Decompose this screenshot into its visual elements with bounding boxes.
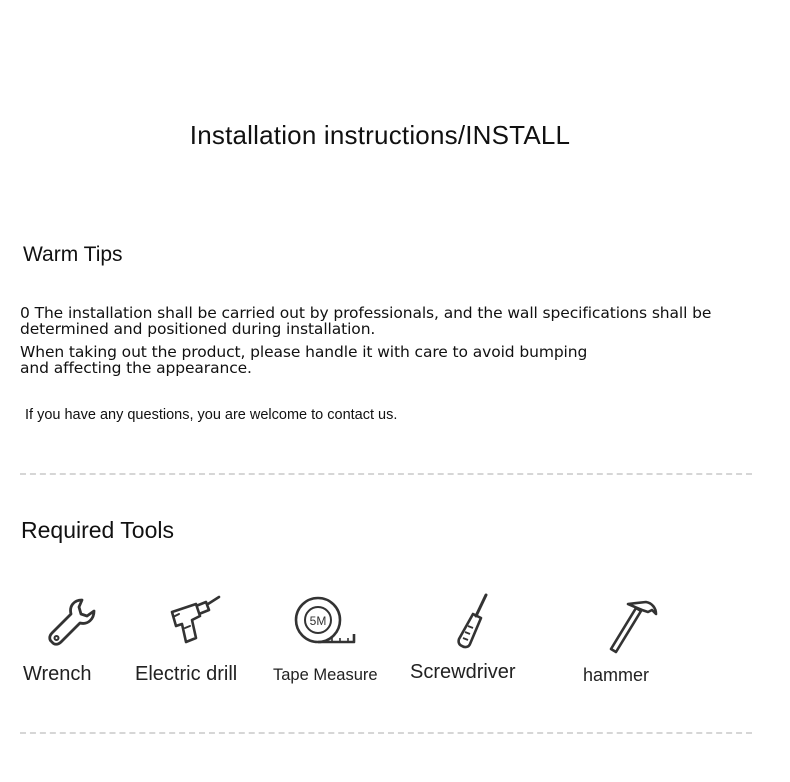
hammer-icon xyxy=(602,594,664,656)
tool-label-electric-drill: Electric drill xyxy=(135,663,238,685)
warm-tip-2: When taking out the product, please handle it with care to avoid bumping and affecting the appearance. xyxy=(20,343,588,377)
section-divider-bottom xyxy=(20,732,752,734)
tape-measure-icon xyxy=(292,594,358,650)
tool-label-wrench: Wrench xyxy=(23,663,92,685)
wrench-icon xyxy=(44,594,100,650)
section-divider xyxy=(20,473,752,475)
contact-note: If you have any questions, you are welcome to contact us. xyxy=(25,407,398,423)
required-tools-heading: Required Tools xyxy=(21,517,175,543)
page-title: Installation instructions/INSTALL xyxy=(189,120,571,150)
tool-label-tape-measure: Tape Measure xyxy=(273,666,378,684)
tape-measure-size: 5M xyxy=(309,614,327,628)
screwdriver-icon xyxy=(446,592,494,652)
warm-tip-1: 0 The installation shall be carried out by professionals, and the wall specifications shall be determined and positioned during installation. xyxy=(20,304,712,338)
electric-drill-icon xyxy=(166,592,222,648)
tool-label-screwdriver: Screwdriver xyxy=(410,661,516,683)
tool-label-hammer: hammer xyxy=(583,665,650,685)
warm-tips-heading: Warm Tips xyxy=(23,243,123,266)
